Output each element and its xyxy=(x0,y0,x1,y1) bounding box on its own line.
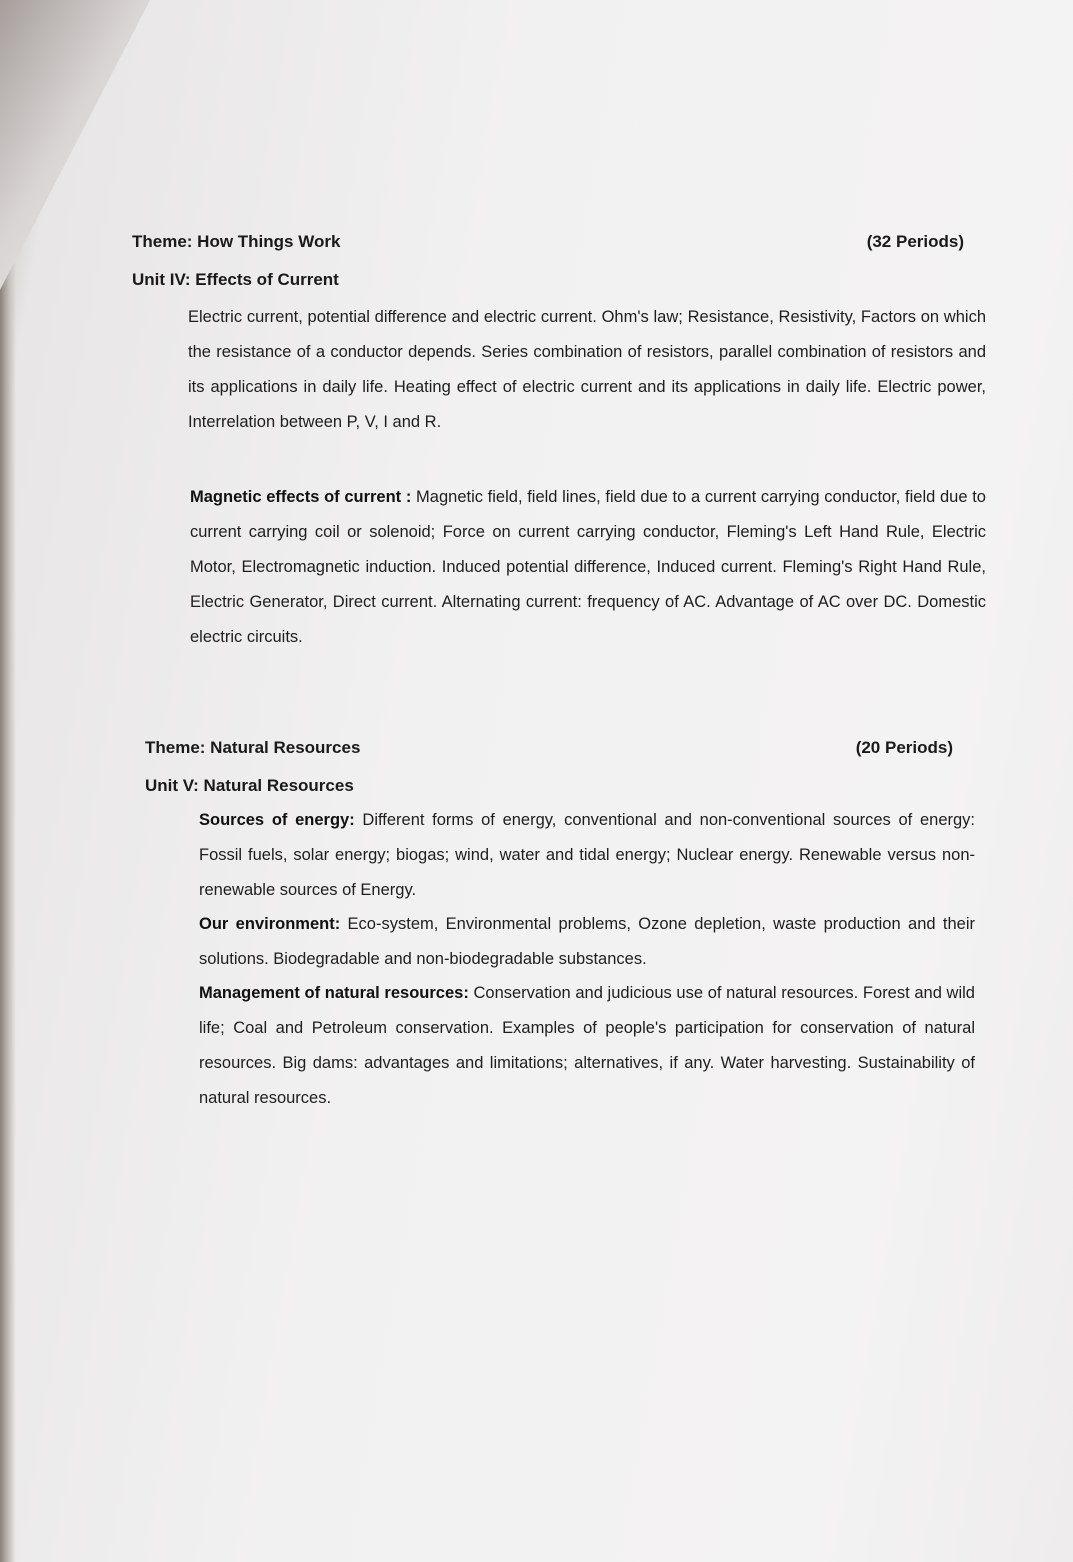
paragraph-sources-of-energy xyxy=(199,803,975,908)
paragraph-magnetic-effects xyxy=(190,480,986,655)
theme-heading-how-things-work xyxy=(132,232,964,252)
unit-title-effects-of-current: Unit IV: Effects of Current xyxy=(132,270,339,289)
paragraph-text: Electric current, potential difference and electric current. Ohm's law; Resistance, Resistivity, Factors on which the resistance of a conductor depends. Series combination of resistors, parallel combination of resistors and its applications in daily life. Heating effect of electric current and its applications in daily life. Electric power, Interrelation between P, V, I and R. xyxy=(188,308,986,431)
paragraph-label: Our environment: xyxy=(199,915,341,933)
paragraph-text: Eco-system, Environmental problems, Ozone depletion, waste production and their solutions. Biodegradable and non-biodegradable substances. xyxy=(199,915,975,968)
periods-label: (20 Periods) xyxy=(855,738,953,757)
theme-title: Theme: How Things Work xyxy=(132,232,341,251)
periods-label: (32 Periods) xyxy=(866,232,964,251)
theme-heading-natural-resources xyxy=(145,738,953,758)
theme-title: Theme: Natural Resources xyxy=(145,738,361,757)
unit-title-natural-resources: Unit V: Natural Resources xyxy=(145,776,354,795)
paragraph-text: Different forms of energy, conventional and non-conventional sources of energy: Fossil fuels, solar energy; biogas; wind, water and tidal energy; Nuclear energy. Renewable versus non-renewable sources of Energy. xyxy=(199,811,975,899)
paragraph-text: Magnetic field, field lines, field due to a current carrying conductor, field due to current carrying coil or solenoid; Force on current carrying conductor, Fleming's Left Hand Rule, Electric Motor, Electromagnetic induction. Induced potential difference, Induced current. Fleming's Right Hand Rule, Electric Generator, Direct current. Alternating current: frequency of AC. Advantage of AC over DC. Domestic electric circuits. xyxy=(190,488,986,646)
paragraph-management-natural-resources xyxy=(199,976,975,1116)
paragraph-electric-current xyxy=(188,300,986,440)
paragraph-our-environment xyxy=(199,907,975,977)
paragraph-text: Conservation and judicious use of natural resources. Forest and wild life; Coal and Petroleum conservation. Examples of people's participation for conservation of natural resources. Big dams: advantages and limitations; alternatives, if any. Water harvesting. Sustainability of natural resources. xyxy=(199,984,975,1107)
paragraph-label: Sources of energy: xyxy=(199,811,355,829)
paragraph-label: Management of natural resources: xyxy=(199,984,469,1002)
paragraph-label: Magnetic effects of current : xyxy=(190,488,412,506)
